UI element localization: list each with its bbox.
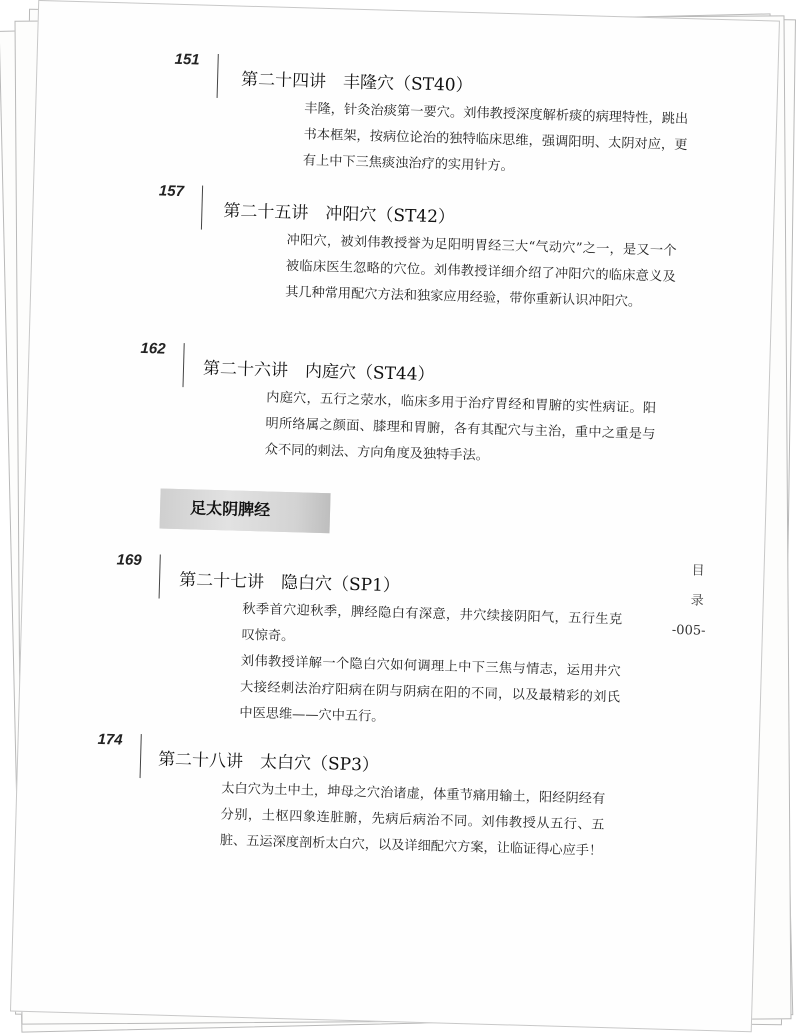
summary-paragraph: 冲阳穴，被刘伟教授誉为足阳明胃经三大“气动穴”之一，是又一个被临床医生忽略的穴位。刘伟教授详细介绍了冲阳穴的临床意义及其几种常用配穴方法和独家应用经验，带你重新认识冲阳穴。 bbox=[284, 232, 677, 310]
page-number: 174 bbox=[97, 730, 123, 749]
lecture-title: 第二十五讲 冲阳穴（ST42） bbox=[223, 201, 456, 228]
summary-paragraph: 太白穴为土中土，坤母之穴治诸虚，体重节痛用输土，阳经阴经有分别，土枢四象连脏腑，先病后病治不同。刘伟教授从五行、五脏、五运深度剖析太白穴，以及详细配穴方案，让临证得心应手！ bbox=[219, 781, 606, 859]
divider bbox=[140, 734, 142, 778]
lecture-summary bbox=[285, 228, 677, 317]
summary-paragraph: 秋季首穴迎秋季，脾经隐白有深意，井穴续接阴阳气，五行生克叹惊奇。 bbox=[241, 601, 623, 645]
lecture-title: 第二十六讲 内庭穴（ST44） bbox=[202, 358, 435, 386]
divider bbox=[159, 555, 161, 599]
divider bbox=[217, 54, 219, 98]
side-label-char: 目 bbox=[691, 563, 705, 579]
summary-paragraph: 丰隆，针灸治痰第一要穴。刘伟教授深度解析痰的病理特性，跳出书本框架，按病位论治的独特临床思维，强调阳明、太阴对应，更有上中下三焦痰浊治疗的实用针方。 bbox=[302, 101, 689, 175]
summary-paragraph: 刘伟教授详解一个隐白穴如何调理上中下三焦与情志，运用井穴大接经刺法治疗阳病在阴与阴病在阳的不同，以及最精彩的刘氏中医思维——穴中五行。 bbox=[239, 653, 621, 725]
lecture-title: 第二十八讲 太白穴（SP3） bbox=[157, 749, 380, 776]
lecture-summary bbox=[219, 776, 605, 865]
page-number: 151 bbox=[174, 50, 200, 69]
toc-page bbox=[10, 0, 780, 1032]
page-number: 162 bbox=[140, 339, 166, 358]
lecture-summary bbox=[264, 385, 656, 474]
lecture-title: 第二十四讲 丰隆穴（ST40） bbox=[240, 69, 473, 97]
folio: -005- bbox=[671, 622, 706, 639]
divider bbox=[201, 186, 203, 230]
side-label-char: 录 bbox=[690, 593, 704, 609]
chapter-banner: 足太阴脾经 bbox=[160, 489, 331, 534]
lecture-summary bbox=[239, 597, 622, 738]
summary-paragraph: 内庭穴，五行之荥水，临床多用于治疗胃经和胃腑的实性病证。阳明所络属之颜面、膝理和胃腑，各有其配穴与主治，重中之重是与众不同的刺法、方向角度及独特手法。 bbox=[264, 390, 657, 464]
divider bbox=[182, 343, 184, 387]
page-number: 157 bbox=[158, 182, 185, 201]
lecture-title: 第二十七讲 隐白穴（SP1） bbox=[178, 570, 401, 597]
page-number: 169 bbox=[116, 551, 142, 570]
lecture-summary bbox=[302, 96, 688, 185]
